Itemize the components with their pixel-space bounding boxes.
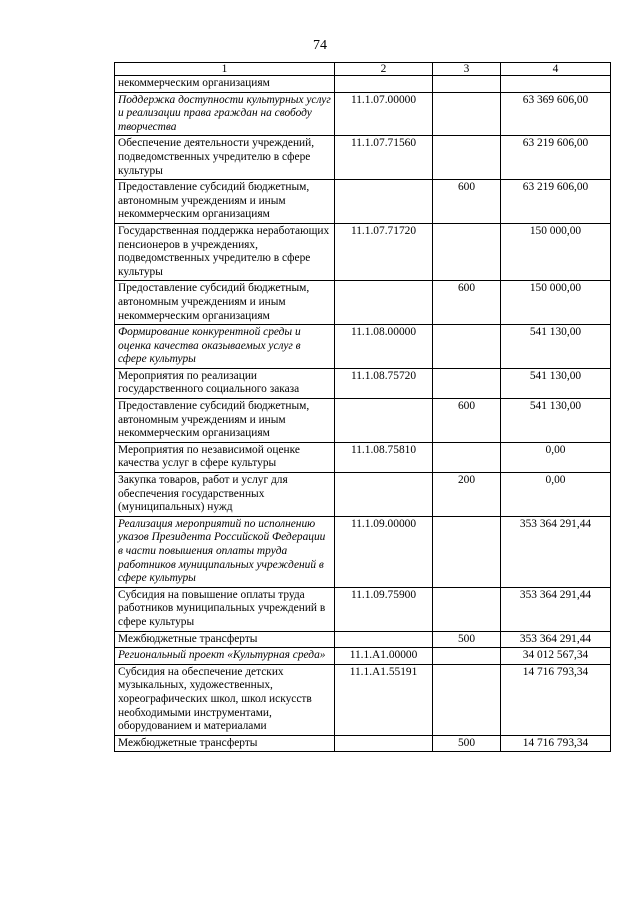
row-expense-type [433, 664, 501, 735]
table-row [115, 92, 611, 136]
row-description: Предоставление субсидий бюджетным, автономным учреждениям и иным некоммерческим организациям [115, 399, 335, 443]
row-expense-type: 500 [433, 631, 501, 648]
column-header-2: 2 [335, 63, 433, 76]
row-amount [501, 76, 611, 93]
row-expense-type [433, 442, 501, 472]
row-amount: 0,00 [501, 473, 611, 517]
row-target-code: 11.1.07.71720 [335, 223, 433, 280]
row-amount: 63 219 606,00 [501, 180, 611, 224]
row-description: Предоставление субсидий бюджетным, автономным учреждениям и иным некоммерческим организациям [115, 281, 335, 325]
column-header-1: 1 [115, 63, 335, 76]
row-target-code [335, 76, 433, 93]
row-description: Мероприятия по реализации государственного социального заказа [115, 368, 335, 398]
column-header-4: 4 [501, 63, 611, 76]
row-target-code: 11.1.08.00000 [335, 325, 433, 369]
table-row [115, 325, 611, 369]
row-target-code [335, 473, 433, 517]
row-amount: 63 369 606,00 [501, 92, 611, 136]
table-row [115, 223, 611, 280]
row-expense-type [433, 92, 501, 136]
row-amount: 14 716 793,34 [501, 664, 611, 735]
table-row [115, 399, 611, 443]
row-expense-type: 600 [433, 399, 501, 443]
table-row [115, 473, 611, 517]
row-description: Региональный проект «Культурная среда» [115, 648, 335, 665]
table-row [115, 648, 611, 665]
table-row [115, 631, 611, 648]
row-target-code [335, 631, 433, 648]
table-row [115, 136, 611, 180]
table-header-row [115, 63, 611, 76]
row-target-code [335, 399, 433, 443]
row-target-code [335, 735, 433, 752]
table-row [115, 368, 611, 398]
row-description: Межбюджетные трансферты [115, 735, 335, 752]
row-description: Государственная поддержка неработающих пенсионеров в учреждениях, подведомственных учредителю в сфере культуры [115, 223, 335, 280]
row-expense-type [433, 76, 501, 93]
column-header-3: 3 [433, 63, 501, 76]
table-row [115, 180, 611, 224]
row-description: Субсидия на обеспечение детских музыкальных, художественных, хореографических школ, школ искусств необходимыми инструментами, оборудованием и материалами [115, 664, 335, 735]
row-target-code: 11.1.A1.55191 [335, 664, 433, 735]
row-expense-type [433, 325, 501, 369]
row-amount: 150 000,00 [501, 281, 611, 325]
row-amount: 150 000,00 [501, 223, 611, 280]
row-expense-type [433, 516, 501, 587]
table-row [115, 664, 611, 735]
table-row [115, 442, 611, 472]
row-amount: 63 219 606,00 [501, 136, 611, 180]
row-expense-type [433, 648, 501, 665]
table-body [115, 76, 611, 752]
row-amount: 353 364 291,44 [501, 587, 611, 631]
table-row [115, 516, 611, 587]
row-description: Формирование конкурентной среды и оценка качества оказываемых услуг в сфере культуры [115, 325, 335, 369]
row-description: Реализация мероприятий по исполнению указов Президента Российской Федерации в части повышения оплаты труда работников муниципальных учреждений в сфере культуры [115, 516, 335, 587]
row-expense-type [433, 587, 501, 631]
budget-table [114, 62, 611, 752]
row-target-code: 11.1.08.75810 [335, 442, 433, 472]
table-row [115, 281, 611, 325]
table-row [115, 735, 611, 752]
page-number: 74 [313, 38, 327, 53]
row-amount: 541 130,00 [501, 399, 611, 443]
row-expense-type: 200 [433, 473, 501, 517]
row-description: Мероприятия по независимой оценке качества услуг в сфере культуры [115, 442, 335, 472]
row-expense-type [433, 368, 501, 398]
row-amount: 0,00 [501, 442, 611, 472]
row-amount: 34 012 567,34 [501, 648, 611, 665]
row-amount: 353 364 291,44 [501, 516, 611, 587]
row-amount: 353 364 291,44 [501, 631, 611, 648]
row-target-code [335, 180, 433, 224]
row-description: Поддержка доступности культурных услуг и реализации права граждан на свободу творчества [115, 92, 335, 136]
row-amount: 541 130,00 [501, 325, 611, 369]
row-target-code: 11.1.A1.00000 [335, 648, 433, 665]
row-expense-type: 600 [433, 281, 501, 325]
row-expense-type: 500 [433, 735, 501, 752]
row-expense-type [433, 223, 501, 280]
row-amount: 14 716 793,34 [501, 735, 611, 752]
table-row [115, 76, 611, 93]
row-expense-type [433, 136, 501, 180]
row-description: Межбюджетные трансферты [115, 631, 335, 648]
row-description: Субсидия на повышение оплаты труда работников муниципальных учреждений в сфере культуры [115, 587, 335, 631]
row-target-code: 11.1.09.00000 [335, 516, 433, 587]
row-description: Предоставление субсидий бюджетным, автономным учреждениям и иным некоммерческим организациям [115, 180, 335, 224]
row-description: некоммерческим организациям [115, 76, 335, 93]
row-target-code: 11.1.08.75720 [335, 368, 433, 398]
row-amount: 541 130,00 [501, 368, 611, 398]
row-target-code [335, 281, 433, 325]
row-description: Закупка товаров, работ и услуг для обеспечения государственных (муниципальных) нужд [115, 473, 335, 517]
row-expense-type: 600 [433, 180, 501, 224]
table-row [115, 587, 611, 631]
row-target-code: 11.1.07.00000 [335, 92, 433, 136]
row-target-code: 11.1.09.75900 [335, 587, 433, 631]
row-target-code: 11.1.07.71560 [335, 136, 433, 180]
row-description: Обеспечение деятельности учреждений, подведомственных учредителю в сфере культуры [115, 136, 335, 180]
